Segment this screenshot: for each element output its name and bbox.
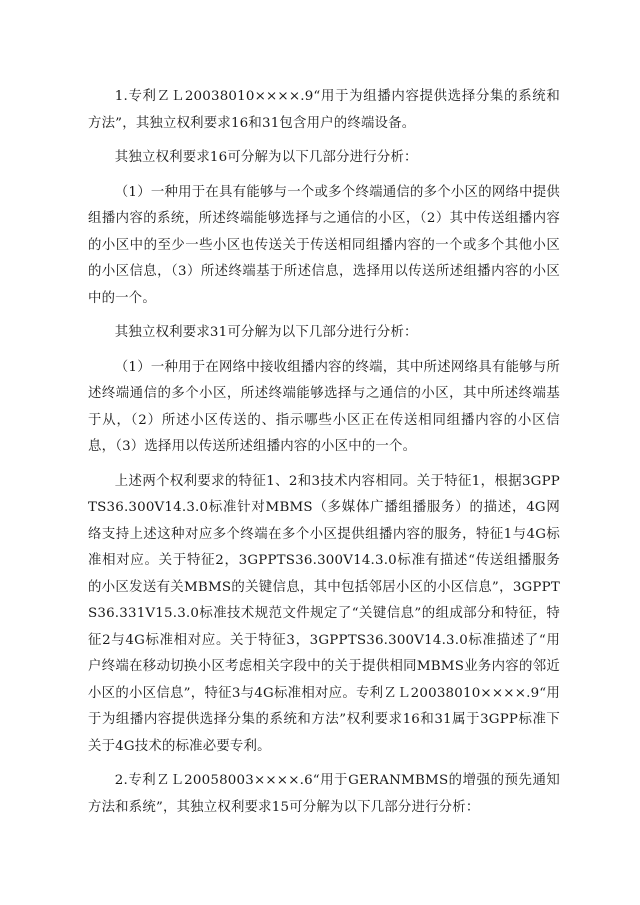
paragraph-feature-comparison: 上述两个权利要求的特征1、2和3技术内容相同。关于特征1，根据3GPPTS36.300V14.3.0标准针对MBMS（多媒体广播组播服务）的描述，4G网络支持上述这种对应多个终端在多个小区提供组播内容的服务，特征1与4G标准相对应。关于特征2，3GPPTS36.300V14.3.0标准有描述“传送组播服务的小区发送有关MBMS的关键信息，其中包括邻居小区的小区信息”，3GPPTS36.331V15.3.0标准技术规范文件规定了“关键信息”的组成部分和特征，特征2与4G标准相对应。关于特征3，3GPPTS36.300V14.3.0标准描述了“用户终端在移动切换小区考虑相关字段中的关于提供相同MBMS业务内容的邻近小区的小区信息”，特征3与4G标准相对应。专利ＺＬ20038010××××.9“用于为组播内容提供选择分集的系统和方法”权利要求16和31属于3GPP标准下关于4G技术的标准必要专利。 (88, 473, 560, 754)
paragraph-patent-2-intro: 2.专利ＺＬ20058003××××.6“用于GERANMBMS的增强的预先通知方法和系统”，其独立权利要求15可分解为以下几部分进行分析： (88, 773, 560, 815)
paragraph-claim-16-analysis: （1）一种用于在具有能够与一个或多个终端通信的多个小区的网络中提供组播内容的系统，所述终端能够选择与之通信的小区，（2）其中传送组播内容的小区中的至少一些小区也传送关于传送相同组播内容的一个或多个其他小区的小区信息，（3）所述终端基于所述信息，选择用以传送所述组播内容的小区中的一个。 (88, 184, 560, 306)
paragraph-patent-1-intro: 1.专利ＺＬ20038010××××.9“用于为组播内容提供选择分集的系统和方法”，其独立权利要求16和31包含用户的终端设备。 (88, 89, 560, 131)
paragraph-claim-31-analysis: （1）一种用于在网络中接收组播内容的终端，其中所述网络具有能够与所述终端通信的多个小区，所述终端能够选择与之通信的小区，其中所述终端基于从，（2）所述小区传送的、指示哪些小区正在传送相同组播内容的小区信息，（3）选择用以传送所述组播内容的小区中的一个。 (88, 359, 560, 454)
document-body (88, 84, 560, 829)
paragraph-claim-31-heading: 其独立权利要求31可分解为以下几部分进行分析： (114, 325, 418, 340)
paragraph-claim-16-heading: 其独立权利要求16可分解为以下几部分进行分析： (114, 150, 418, 165)
